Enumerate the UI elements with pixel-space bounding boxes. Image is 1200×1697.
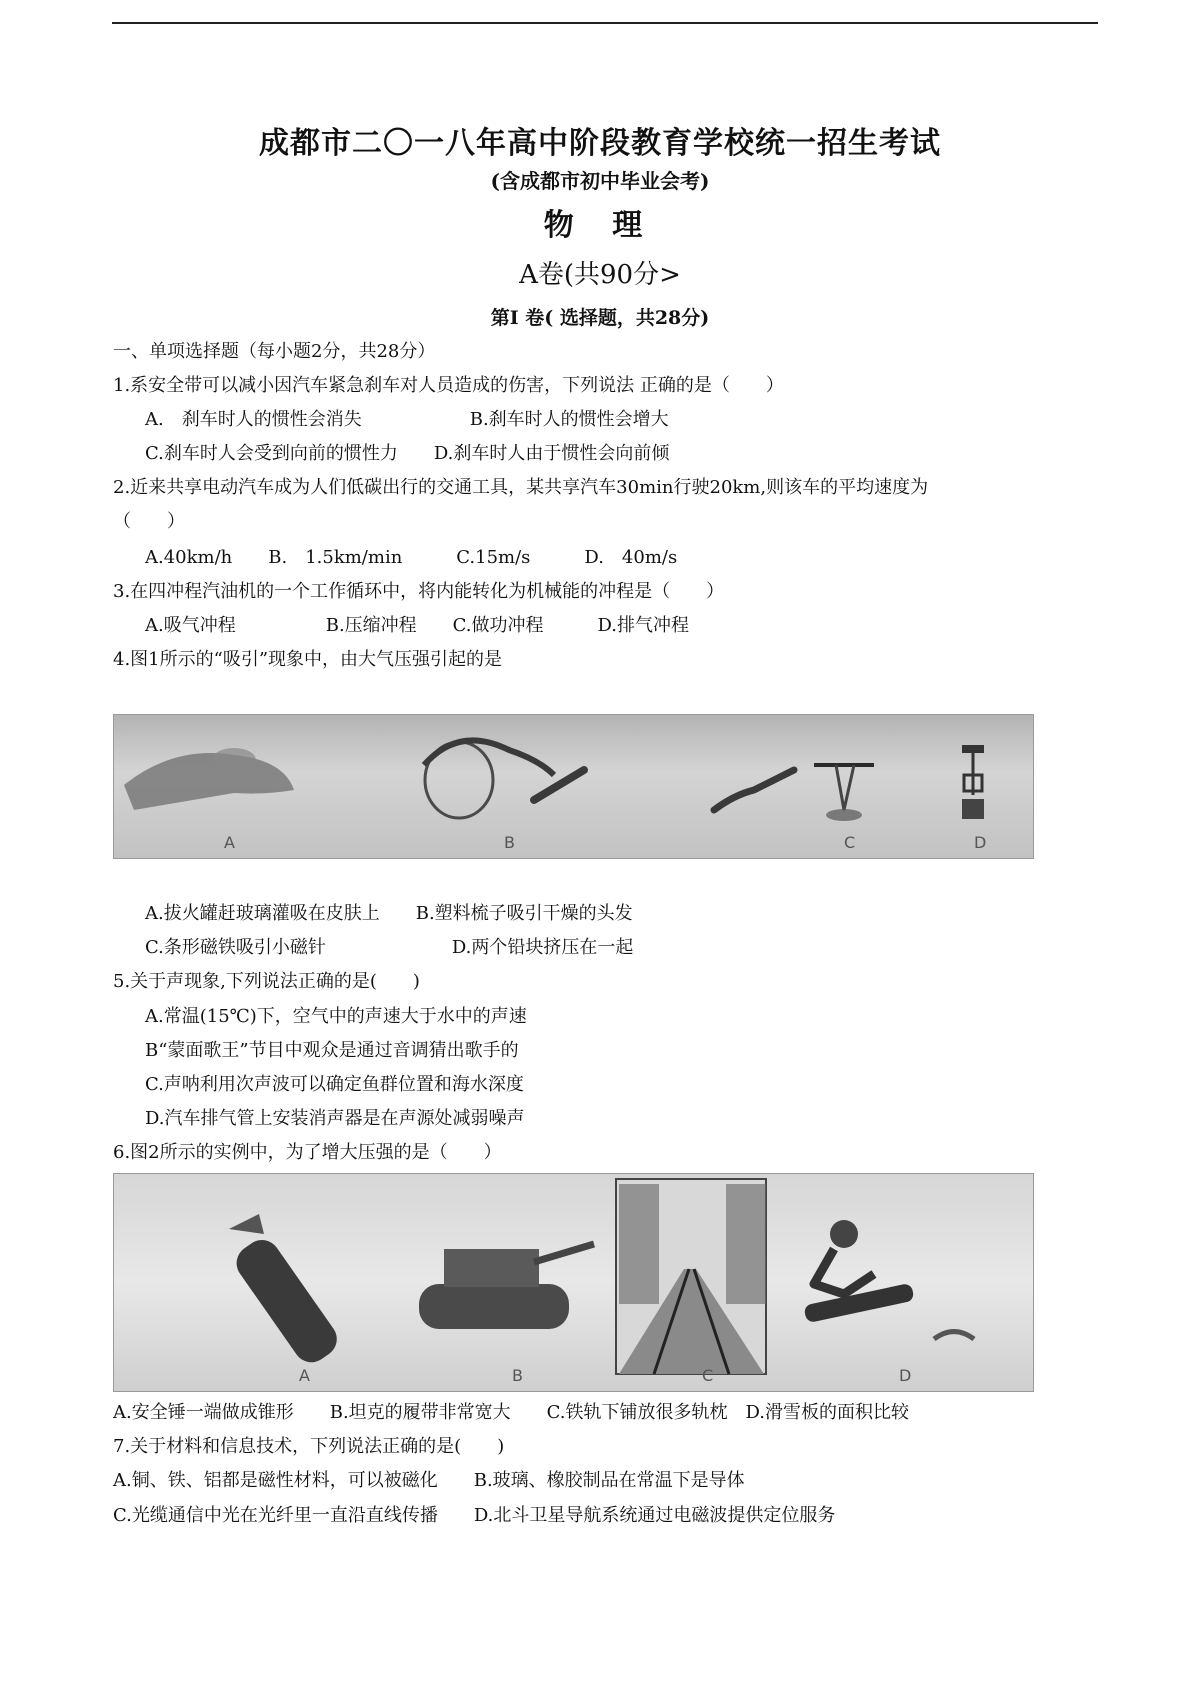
q5-option-b: B“蒙面歌王”节目中观众是通过音调猜出歌手的 xyxy=(145,1040,519,1061)
figure-2 xyxy=(113,1173,1034,1392)
figure-1-label-b: B xyxy=(504,833,515,852)
q7-stem: 7.关于材料和信息技术，下列说法正确的是( ) xyxy=(113,1436,505,1457)
q2-options: A.40km/h B. 1.5km/min C.15m/s D. 40m/s xyxy=(145,547,678,568)
q1-options-cd: C.刹车时人会受到向前的惯性力 D.刹车时人由于惯性会向前倾 xyxy=(145,443,670,464)
volume-title: A卷(共90分> xyxy=(519,260,681,290)
snowboarder-drawing xyxy=(830,1220,858,1248)
hair-drawing xyxy=(424,740,554,775)
figure-1-label-d: D xyxy=(974,833,987,852)
q5-option-c: C.声呐利用次声波可以确定鱼群位置和海水深度 xyxy=(145,1074,524,1095)
q4-options-cd: C.条形磁铁吸引小磁针 D.两个铅块挤压在一起 xyxy=(145,937,634,958)
magnet-hand-drawing xyxy=(714,770,794,810)
subject-title: 物 理 xyxy=(543,208,657,243)
q4-options-ab: A.拔火罐赶玻璃灌吸在皮肤上 B.塑料梳子吸引干燥的头发 xyxy=(145,903,633,924)
figure-2-label-d: D xyxy=(899,1366,912,1385)
figure-1-label-c: C xyxy=(844,833,856,852)
part-title: 第I 卷( 选择题，共28分) xyxy=(490,307,710,329)
q3-stem: 3.在四冲程汽油机的一个工作循环中，将内能转化为机械能的冲程是（ ） xyxy=(113,581,725,602)
stand-drawing xyxy=(962,745,984,753)
q4-stem: 4.图1所示的“吸引”现象中，由大气压强引起的是 xyxy=(113,649,503,670)
comb-drawing xyxy=(534,770,584,800)
cup-drawing xyxy=(212,748,256,772)
q1-stem: 1.系安全带可以减小因汽车紧急刹车对人员造成的伤害，下列说法 正确的是（ ） xyxy=(113,375,784,396)
figure-2-label-a: A xyxy=(299,1366,310,1385)
tank-body-drawing xyxy=(444,1249,539,1287)
exam-title: 成都市二〇一八年高中阶段教育学校统一招生考试 xyxy=(259,126,941,161)
q6-stem: 6.图2所示的实例中，为了增大压强的是（ ） xyxy=(113,1142,502,1163)
q2-stem-continued: （ ） xyxy=(113,511,185,532)
q5-stem: 5.关于声现象,下列说法正确的是( ) xyxy=(113,971,420,992)
figure-2-label-b: B xyxy=(512,1366,523,1385)
exam-subtitle: (含成都市初中毕业会考) xyxy=(490,169,710,193)
figure-1-drawing xyxy=(114,715,1033,858)
q5-option-a: A.常温(15℃)下，空气中的声速大于水中的声速 xyxy=(145,1006,527,1027)
figure-2-label-c: C xyxy=(702,1366,714,1385)
q6-options: A.安全锤一端做成锥形 B.坦克的履带非常宽大 C.铁轨下铺放很多轨枕 D.滑雪板的面积比较 xyxy=(113,1402,910,1423)
q3-options: A.吸气冲程 B.压缩冲程 C.做功冲程 D.排气冲程 xyxy=(145,615,690,636)
safety-hammer-drawing xyxy=(230,1233,344,1369)
figure-1 xyxy=(113,714,1034,859)
q2-stem: 2.近来共享电动汽车成为人们低碳出行的交通工具，某共享汽车30min行驶20km,则该车的平均速度为 xyxy=(113,477,929,498)
tank-tracks-drawing xyxy=(419,1284,569,1329)
cupping-arm-drawing xyxy=(124,753,294,810)
q7-options-cd: C.光缆通信中光在光纤里一直沿直线传播 D.北斗卫星导航系统通过电磁波提供定位服务 xyxy=(113,1505,836,1526)
figure-2-drawing xyxy=(114,1174,1033,1391)
q7-options-ab: A.铜、铁、铝都是磁性材料，可以被磁化 B.玻璃、橡胶制品在常温下是导体 xyxy=(113,1470,745,1491)
section-heading: 一、单项选择题（每小题2分，共28分） xyxy=(113,341,436,362)
q5-option-d: D.汽车排气管上安装消声器是在声源处减弱噪声 xyxy=(145,1108,525,1129)
figure-1-label-a: A xyxy=(224,833,235,852)
q1-options-ab: A. 刹车时人的惯性会消失 B.刹车时人的惯性会增大 xyxy=(145,409,669,430)
header-rule xyxy=(112,22,1098,24)
